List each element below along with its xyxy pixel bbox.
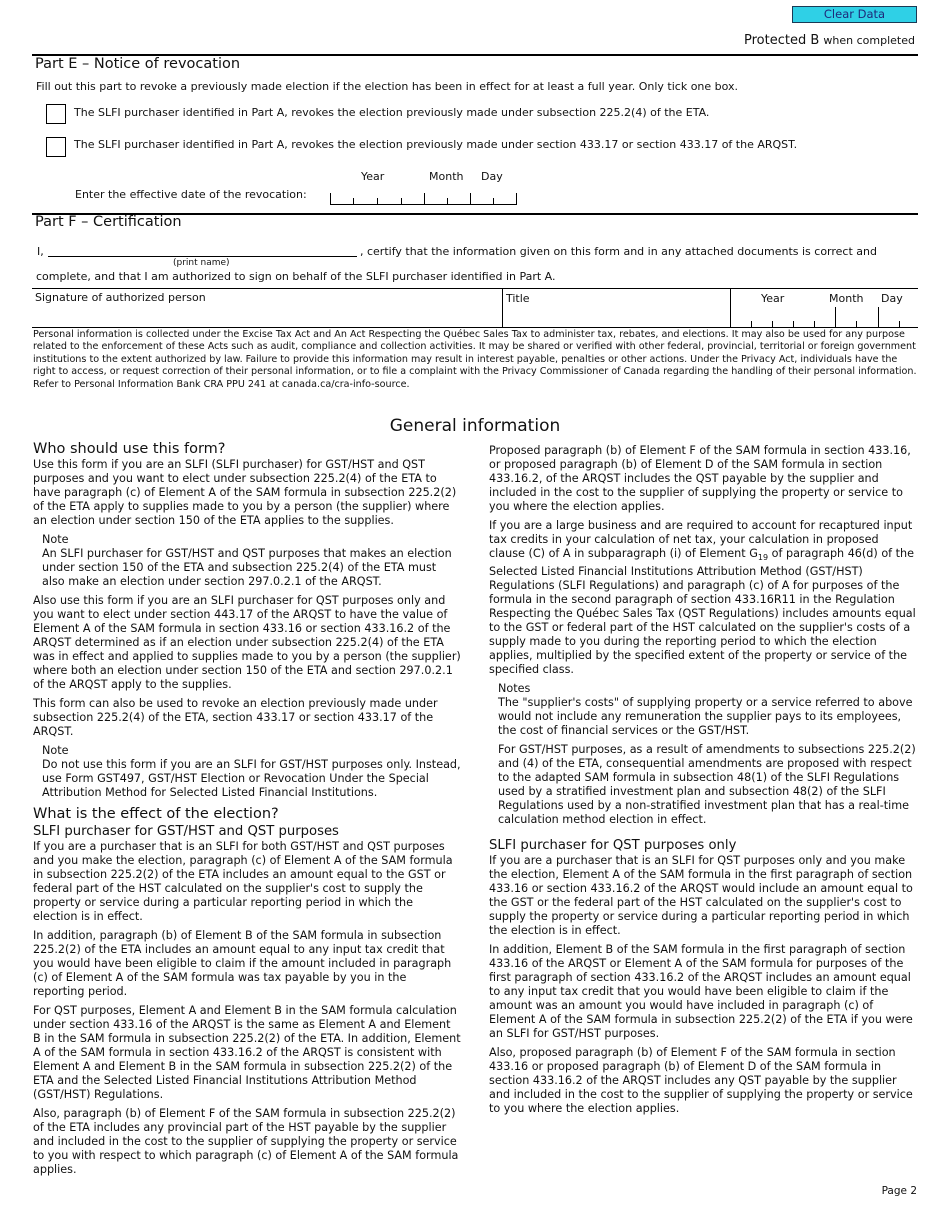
i-label: I, [37,245,44,258]
both-paragraph-1: If you are a purchaser that is an SLFI for both GST/HST and QST purposes and you make the election, paragraph (c) of Element A of the SAM formula in subsection 225.2(2) of the ETA includes an amount equal to the GST or federal part of the HST calculated on the supplier's cost to supply the property or service during a particular reporting period in which the election is in effect. [33,840,453,923]
note-1-title: Note [42,533,69,546]
qst-paragraph-2: In addition, Element B of the SAM formula in the first paragraph of section 433.16 of the ARQST or Element A of the SAM formula for purposes of the first paragraph of section 433.16.2 of the ARQST includes an amount equal to any input tax credit that you would have been eligible to claim if the amount was an amount you would have included in paragraph (c) of Element A of the SAM formula in subsection 225.2(2) of the ETA if you were an SLFI for GST/HST purposes. [489,943,913,1041]
revocation-date-field[interactable] [330,193,517,205]
both-paragraph-3: For QST purposes, Element A and Element B in the SAM formula calculation under section 433.16 of the ARQST is the same as Element A and Element B in the SAM formula in subsection 225.2(2) of the ETA. In addition, Element A of the SAM formula in section 433.16.2 of the ARQST is consistent with Element A and Element B in the SAM formula in subsection 225.2(2) of the ETA and the Selected Listed Financial Institutions Attribution Method (GST/HST) Regulations. [33,1004,461,1101]
note-1 [33,533,461,589]
notes-paragraph-1: The "supplier's costs" of supplying property or a service referred to above would not include any remuneration the supplier pays to its employees, the cost of financial services or the GST/HST. [498,696,913,738]
qst-paragraph-1: If you are a purchaser that is an SLFI for QST purposes only and you make the election, Element A of the SAM formula in the first paragraph of section 433.16 or section 433.16.2 of the ARQST would include an amount equal to the GST or the federal part of the HST calculated on the supplier's cost to supply the property or service during a particular reporting period in which the election is in effect. [489,854,913,938]
certify-text-continued: complete, and that I am authorized to sign on behalf of the SLFI purchaser identified in Part A. [36,270,556,283]
both-paragraph-4: Also, paragraph (b) of Element F of the SAM formula in subsection 225.2(2) of the ETA includes any provincial part of the HST payable by the supplier and included in the cost to the supplier of supplying the property or service to you with respect to which paragraph (c) of Element A of the SAM formula applies. [33,1107,459,1176]
note-2-text: Do not use this form if you are an SLFI for GST/HST purposes only. Instead, use Form GST497, GST/HST Election or Revocation Under the Special Attribution Method for Selected Listed Financial Institutions. [42,758,461,799]
effect-heading: What is the effect of the election? [33,806,279,822]
clear-data-button[interactable]: Clear Data [792,6,917,23]
who-heading: Who should use this form? [33,441,226,457]
revoke-arqst-checkbox[interactable] [46,137,66,157]
notes-title: Notes [498,682,531,696]
part-e-instruction: Fill out this part to revoke a previously made election if the election has been in effect for at least a full year. Only tick one box. [36,80,739,93]
revocation-month-label: Month [429,170,464,183]
signature-date-field[interactable] [751,315,918,327]
revoke-eta-checkbox[interactable] [46,104,66,124]
print-name-field[interactable] [48,256,357,257]
protected-b-label: Protected B when completed [744,33,915,48]
who-paragraph-3: This form can also be used to revoke an election previously made under subsection 225.2(4) of the ETA, section 433.17 or section 433.17 of the ARQST. [33,697,438,738]
qst-paragraph-3: Also, proposed paragraph (b) of Element F of the SAM formula in section 433.16 or proposed paragraph (b) of Element D of the SAM formula in section 433.16.2 of the ARQST includes any QST payable by the supplier and included in the cost to the supplier of supplying the property or service to you where the election applies. [489,1046,913,1116]
note-2 [33,744,461,800]
revoke-eta-label: The SLFI purchaser identified in Part A, revokes the election previously made under subsection 225.2(4) of the ETA. [74,106,710,119]
general-information-title: General information [389,416,561,436]
signature-day-label: Day [881,292,903,305]
certify-text: , certify that the information given on this form and in any attached documents is correct and [360,245,877,258]
part-f-title: Part F – Certification [35,214,182,230]
notes-paragraph-2: For GST/HST purposes, as a result of amendments to subsections 225.2(2) and (4) of the ETA, consequential amendments are proposed with respect to the adapted SAM formula in subsection 48(1) of the SLFI Regulations used by a stratified investment plan and subsection 48(2) of the SLFI Regulations used by a non-stratified investment plan that has a real-time calculation method election in effect. [498,743,916,827]
signature-month-label: Month [829,292,864,305]
revocation-year-label: Year [361,170,385,183]
privacy-statement: Personal information is collected under the Excise Tax Act and An Act Respecting the Québec Sales Tax to administer tax, rebates, and elections. It may also be used for any purpose related to the enforcement of these Acts such as audit, compliance and collection activities. It may be shared or verified with other federal, provincial, territorial or foreign government institutions to the extent authorized by law. Failure to provide this information may result in interest payable, penalties or other actions. Under the Privacy Act, individuals have the right to access, or request correction of their personal information, or to file a complaint with the Privacy Commissioner of Canada regarding the handling of their personal information. Refer to Personal Information Bank CRA PPU 241 at canada.ca/cra-info-source. [33,329,917,390]
revocation-date-label: Enter the effective date of the revocation: [75,188,307,201]
signature-field[interactable] [32,289,502,327]
title-label: Title [506,292,530,305]
right-column [489,444,917,1121]
left-column [33,440,461,1182]
both-purposes-heading: SLFI purchaser for GST/HST and QST purposes [33,824,339,839]
page-number: Page 2 [881,1185,917,1197]
note-1-text: An SLFI purchaser for GST/HST and QST purposes that makes an election under section 150 of the ETA and subsection 225.2(4) of the ETA must also make an election under section 297.0.2.1 of the ARQST. [42,547,452,588]
title-field[interactable] [503,289,730,327]
both-paragraph-2: In addition, paragraph (b) of Element B of the SAM formula in subsection 225.2(2) of the ETA includes an amount equal to any input tax credit that you would have been eligible to claim if the amount included in paragraph (c) of Element A of the SAM formula was tax payable by you in the reporting period. [33,929,452,998]
note-2-title: Note [42,744,69,757]
qst-only-heading: SLFI purchaser for QST purposes only [489,838,737,854]
part-e-title: Part E – Notice of revocation [35,56,241,72]
signature-label: Signature of authorized person [35,291,206,304]
right-paragraph-2: If you are a large business and are required to account for recaptured input tax credits in your calculation of net tax, your calculation in proposed clause (C) of A in subparagraph (i) of Element $G_{19}$ of paragraph 46(d) of the Selected Listed Financial Institutions Attribution Method (GST/HST) Regulations (SLFI Regulations) and paragraph (c) of A for purposes of the formula in the second paragraph of section 433.16R11 in the Regulation Respecting the Québec Sales Tax (QST Regulations) includes amounts equal to the GST or federal part of the HST calculated on the supplier's costs of a supply made to you during the reporting period to which the election applies, multiplied by the specified extent of the property or service of the specified class. [489,519,916,677]
notes-block [489,682,917,827]
signature-year-label: Year [761,292,785,305]
who-paragraph-2: Also use this form if you are an SLFI purchaser for QST purposes only and you want to elect under section 443.17 of the ARQST to have the value of Element A of the SAM formula in section 433.16 or section 433.16.2 of the ARQST determined as if an election under subsection 225.2(4) of the ETA was in effect and applied to supplies made to you by a person (the supplier) where both an election under section 150 of the ETA and section 297.0.2.1 of the ARQST apply to the supplies. [33,594,461,691]
revoke-arqst-label: The SLFI purchaser identified in Part A, revokes the election previously made under section 433.17 or section 433.17 of the ARQST. [74,138,798,151]
right-paragraph-1: Proposed paragraph (b) of Element F of the SAM formula in section 433.16, or proposed paragraph (b) of Element D of the SAM formula in section 433.16.2, of the ARQST includes the QST payable by the supplier and included in the cost to the supplier of supplying the property or service to you where the election applies. [489,444,911,513]
who-paragraph-1: Use this form if you are an SLFI (SLFI purchaser) for GST/HST and QST purposes and you want to elect under subsection 225.2(4) of the ETA to have paragraph (c) of Element A of the SAM formula in subsection 225.2(2) of the ETA apply to supplies made to you by a person (the supplier) where an election under section 150 of the ETA applies to the supplies. [33,458,457,527]
revocation-day-label: Day [481,170,503,183]
signature-row [32,288,918,328]
print-name-hint: (print name) [173,258,230,268]
